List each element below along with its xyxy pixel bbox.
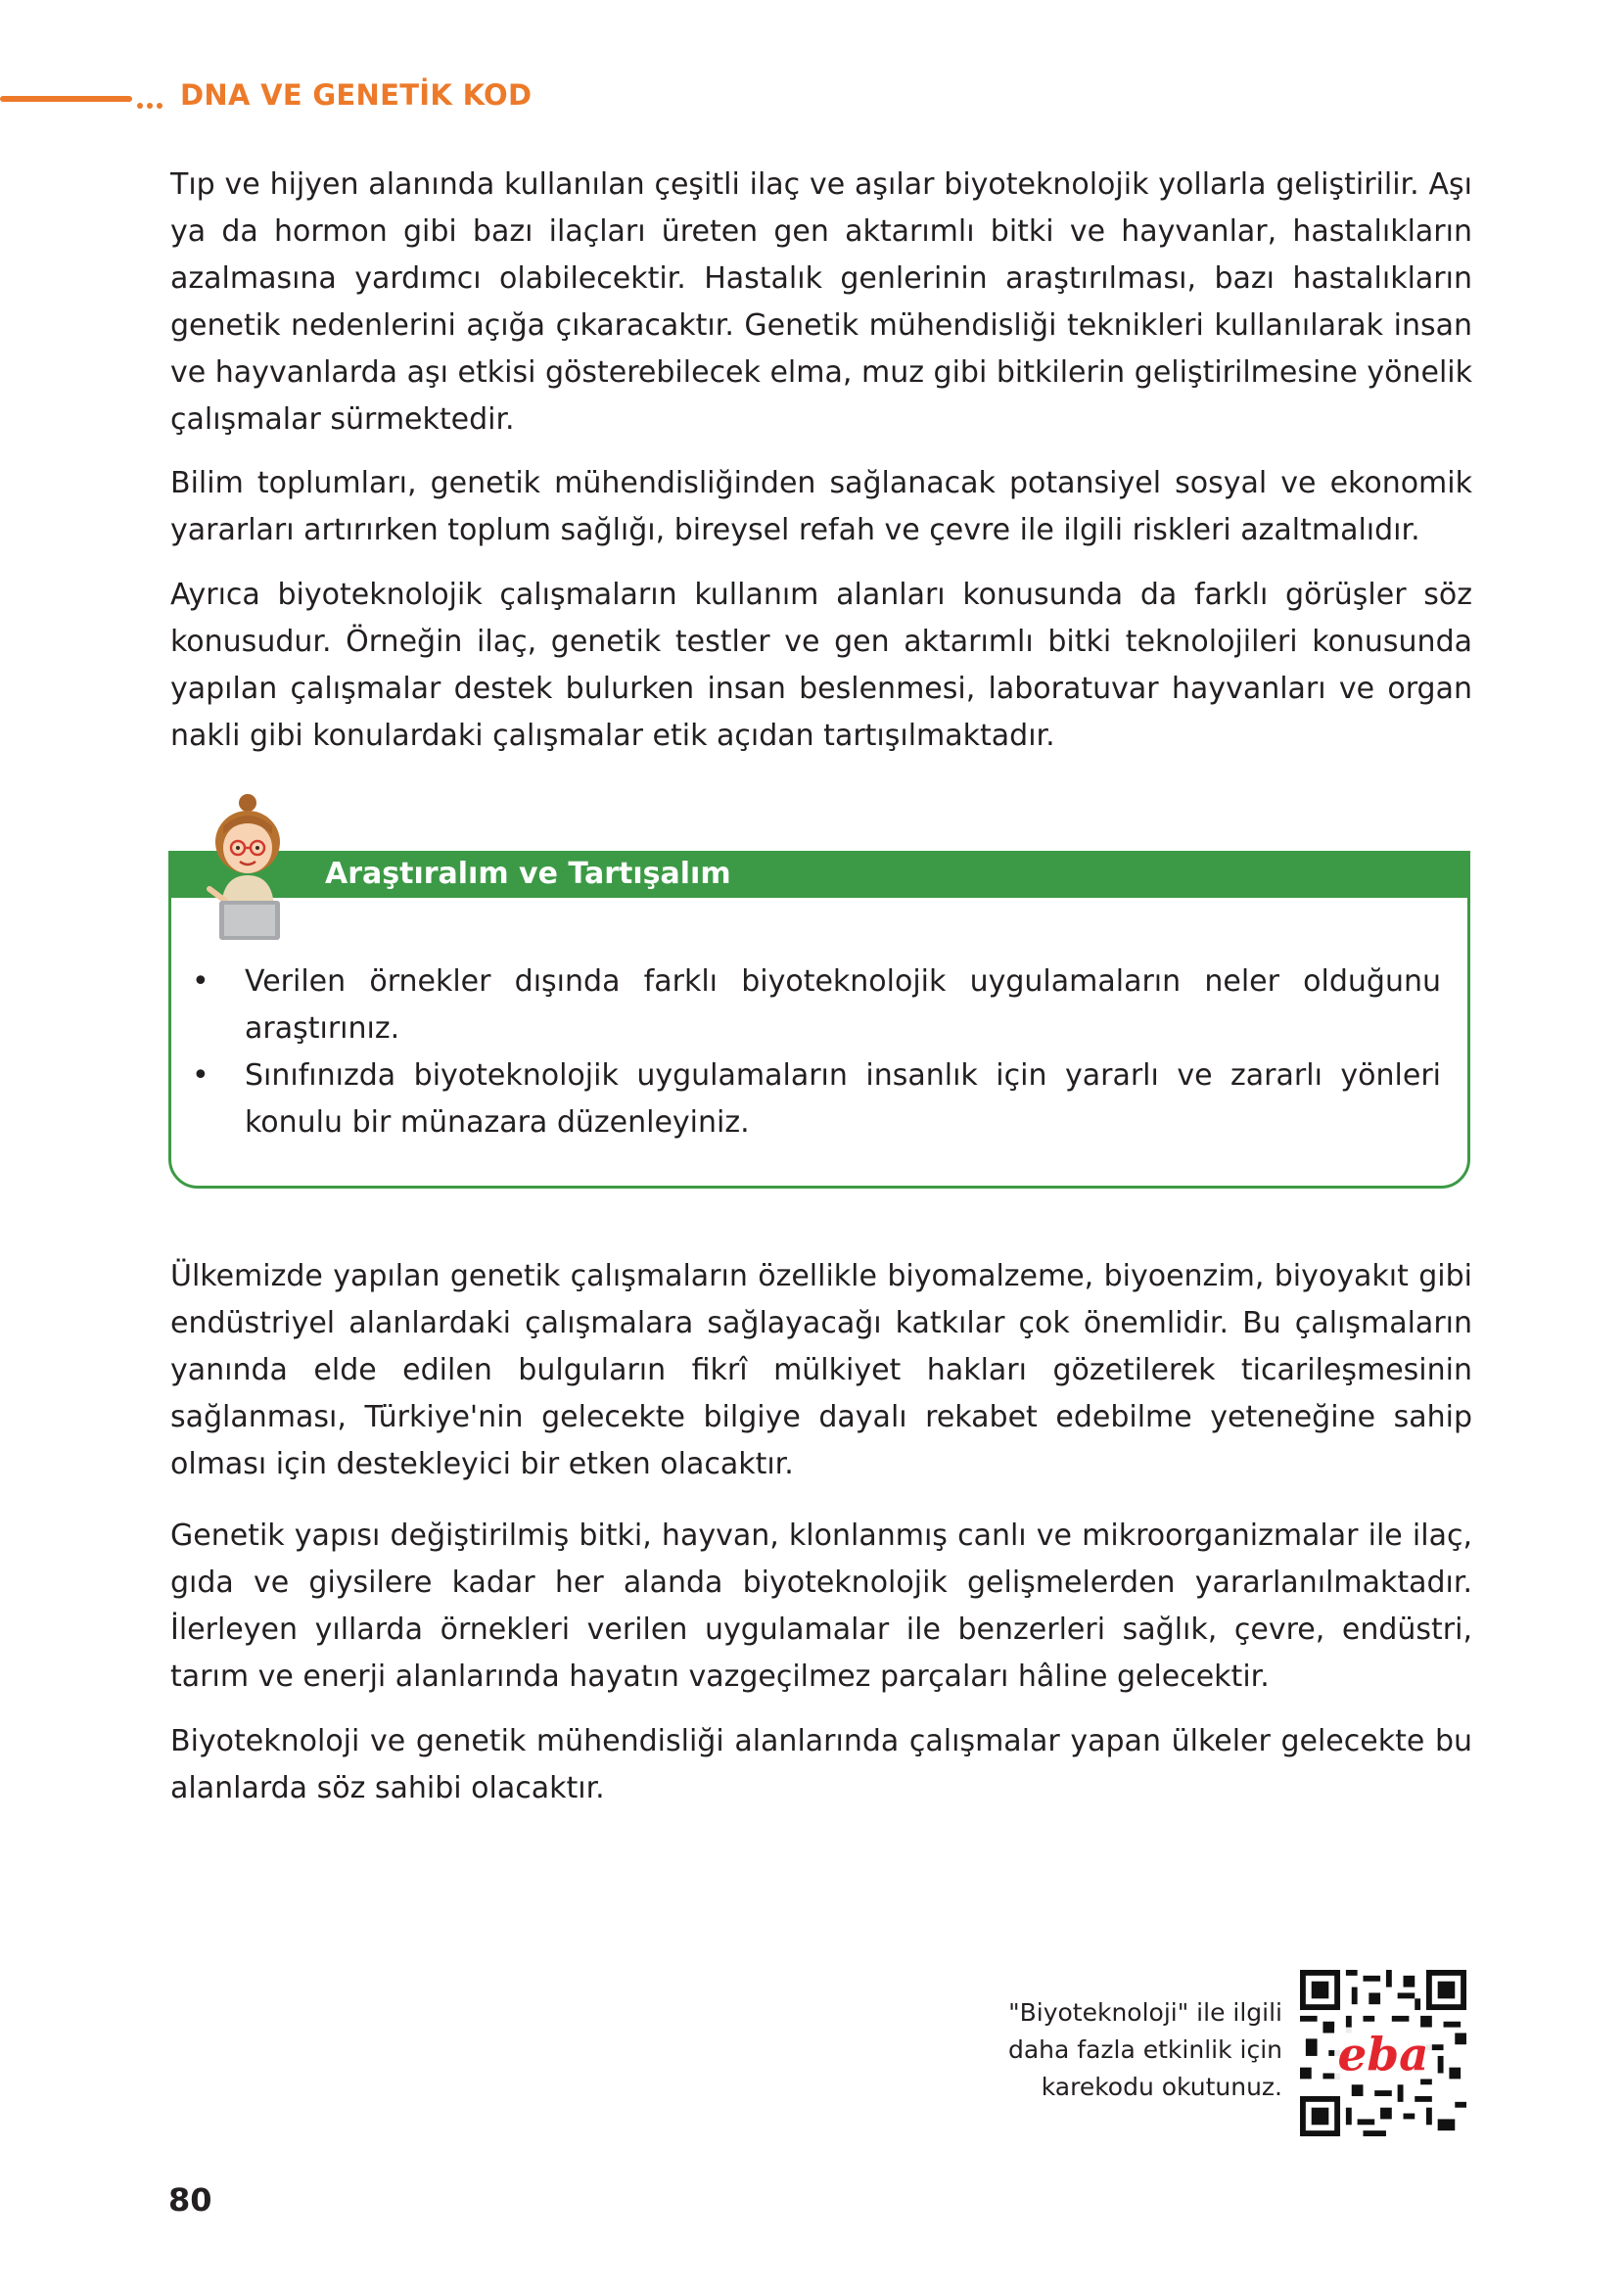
paragraph-text: Genetik yapısı değiştirilmiş bitki, hayvan, klonlanmış canlı ve mikroorganizmalar ile ilaç, gıda ve giysilere kadar her alanda biyoteknolojik gelişmelerden yararlanılmaktadır. İlerleyen yıllarda örnekleri verilen uygulamalar ile benzerleri sağlık, çevre, endüstri, tarım ve enerji alanlarında hayatın vazgeçilmez parçaları hâline gelecektir.	[170, 1519, 1472, 1694]
qr-note-line: "Biyoteknoloji" ile ilgili	[1008, 1998, 1282, 2027]
eba-logo: eba	[1337, 2028, 1429, 2082]
paragraph-ethics	[170, 572, 1472, 760]
activity-item-text: Verilen örnekler dışında farklı biyoteknolojik uygulamaların neler olduğunu araştırınız.	[245, 964, 1441, 1046]
chapter-header	[0, 76, 685, 125]
qr-note-line: daha fazla etkinlik için	[1007, 2035, 1282, 2064]
bullet-icon: •	[192, 1058, 209, 1093]
paragraph-medicine	[170, 162, 1472, 444]
qr-note	[940, 1994, 1282, 2106]
qr-code-icon[interactable]	[1300, 1970, 1466, 2136]
paragraph-text: Ülkemizde yapılan genetik çalışmaların özellikle biyomalzeme, biyoenzim, biyoyakıt gibi endüstriyel alanlardaki çalışmalara sağlayacağı katkılar çok önemlidir. Bu çalışmaların yanında elde edilen bulguların fikrî mülkiyet hakları gözetilerek ticarileşmesinin sağlanması, Türkiye'nin gelecekte bilgiye dayalı rekabet edebilme yeteneğine sahip olması için destekleyici bir etken olacaktır.	[170, 1259, 1472, 1481]
activity-box	[168, 851, 1470, 1189]
paragraph-text: Tıp ve hijyen alanında kullanılan çeşitli ilaç ve aşılar biyoteknolojik yollarla geliştirilir. Aşı ya da hormon gibi bazı ilaçları üreten gen aktarımlı bitki ve hayvanlar, hastalıkların azalmasına yardımcı olabilecektir. Hastalık genlerinin araştırılması, bazı hastalıkların genetik nedenlerini açığa çıkaracaktır. Genetik mühendisliği teknikleri kullanılarak insan ve hayvanlarda aşı etkisi gösterebilecek elma, muz gibi bitkilerin geliştirilmesine yönelik çalışmalar sürmektedir.	[170, 167, 1472, 437]
activity-item-text: Sınıfınızda biyoteknolojik uygulamaların insanlık için yararlı ve zararlı yönleri konulu bir münazara düzenleyiniz.	[245, 1058, 1441, 1140]
page-number: 80	[168, 2181, 212, 2219]
teacher-mascot-icon	[194, 791, 302, 948]
header-dots	[137, 94, 166, 113]
paragraph-text: Ayrıca biyoteknolojik çalışmaların kullanım alanları konusunda da farklı görüşler söz konusudur. Örneğin ilaç, genetik testler ve gen aktarımlı bitki teknolojileri konusunda yapılan çalışmalar destek bulurken insan beslenmesi, laboratuvar hayvanları ve organ nakli gibi konulardaki çalışmalar etik açıdan tartışılmaktadır.	[170, 578, 1472, 753]
activity-title: Araştıralım ve Tartışalım	[325, 857, 731, 891]
activity-item	[168, 958, 1441, 1052]
header-rule	[0, 96, 132, 102]
activity-list	[168, 958, 1441, 1146]
paragraph-text: Bilim toplumları, genetik mühendisliğinden sağlanacak potansiyel sosyal ve ekonomik yararları artırırken toplum sağlığı, bireysel refah ve çevre ile ilgili riskleri azaltmalıdır.	[170, 466, 1472, 547]
activity-title-bar	[168, 851, 1470, 898]
qr-note-line: karekodu okutunuz.	[1041, 2073, 1282, 2101]
paragraph-science-communities	[170, 460, 1472, 554]
paragraph-text: Biyoteknoloji ve genetik mühendisliği alanlarında çalışmalar yapan ülkeler gelecekte bu alanlarda söz sahibi olacaktır.	[170, 1724, 1472, 1805]
bullet-icon: •	[192, 964, 209, 999]
paragraph-turkey	[170, 1253, 1472, 1488]
chapter-title: DNA VE GENETİK KOD	[180, 78, 533, 112]
activity-item	[168, 1052, 1441, 1146]
paragraph-applications	[170, 1513, 1472, 1701]
paragraph-future	[170, 1718, 1472, 1812]
